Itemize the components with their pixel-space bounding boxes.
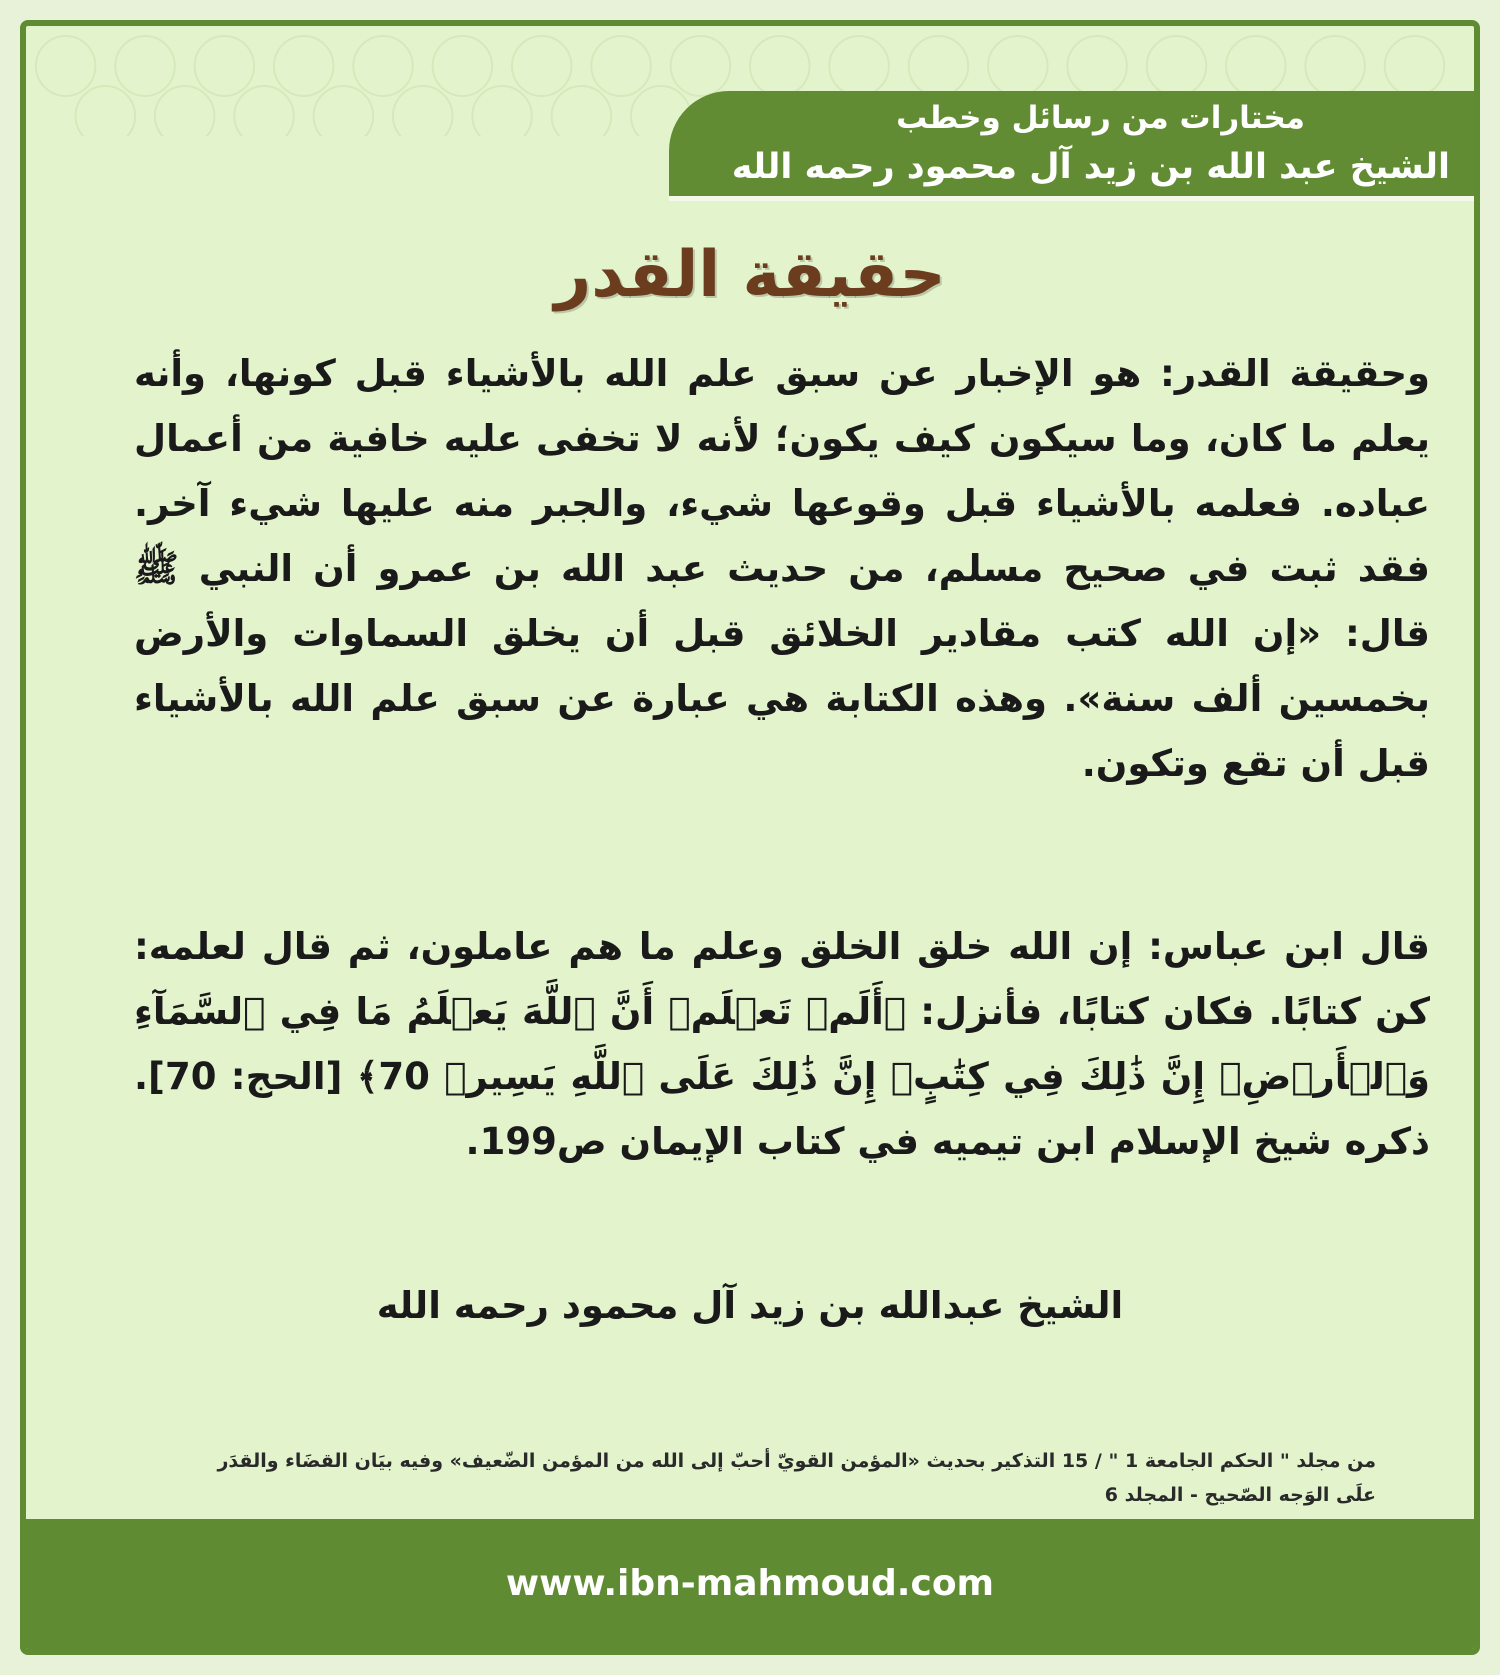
header-text <box>690 95 1450 193</box>
source-citation: من مجلد " الحكم الجامعة 1 " / 15 التذكير بحديث «المؤمن القويّ أحبّ إلى الله من المؤمن الضّعيف» وفيه بيَان القضَاء والقدَر علَى الوَجه الصّحيح - المجلد 6 <box>217 1450 1376 1506</box>
header-banner <box>669 91 1474 201</box>
paragraph-2: قال ابن عباس: إن الله خلق الخلق وعلم ما هم عاملون، ثم قال لعلمه: كن كتابًا. فكان كتابًا، فأنزل: ﴿أَلَمۡ تَعۡلَمۡ أَنَّ ٱللَّهَ يَعۡلَمُ مَا فِي ٱلسَّمَآءِ وَٱلۡأَرۡضِۚ إِنَّ ذَٰلِكَ فِي كِتَٰبٍۚ إِنَّ ذَٰلِكَ عَلَى ٱللَّهِ يَسِيرٞ 70﴾ [الحج: 70]. ذكره شيخ الإسلام ابن تيميه في كتاب الإيمان ص199. <box>134 925 1430 1163</box>
header-subtitle: مختارات من رسائل وخطب <box>896 100 1305 136</box>
footer-bar <box>26 1519 1474 1649</box>
page-title: حقيقة القدر <box>554 238 946 312</box>
website-link[interactable]: www.ibn-mahmoud.com <box>505 1563 995 1604</box>
paragraph-1: وحقيقة القدر: هو الإخبار عن سبق علم الله بالأشياء قبل كونها، وأنه يعلم ما كان، وما سيكون كيف يكون؛ لأنه لا تخفى عليه خافية من أعمال عباده. فعلمه بالأشياء قبل وقوعها شيء، والجبر منه عليها شيء آخر. فقد ثبت في صحيح مسلم، من حديث عبد الله بن عمرو أن النبي ﷺ قال: «إن الله كتب مقادير الخلائق قبل أن يخلق السماوات والأرض بخمسين ألف سنة». وهذه الكتابة هي عبارة عن سبق علم الله بالأشياء قبل أن تقع وتكون. <box>134 352 1430 785</box>
header-author: الشيخ عبد الله بن زيد آل محمود رحمه الله <box>731 147 1450 187</box>
content-card <box>20 20 1480 1655</box>
signature: الشيخ عبدالله بن زيد آل محمود رحمه الله <box>376 1284 1124 1327</box>
